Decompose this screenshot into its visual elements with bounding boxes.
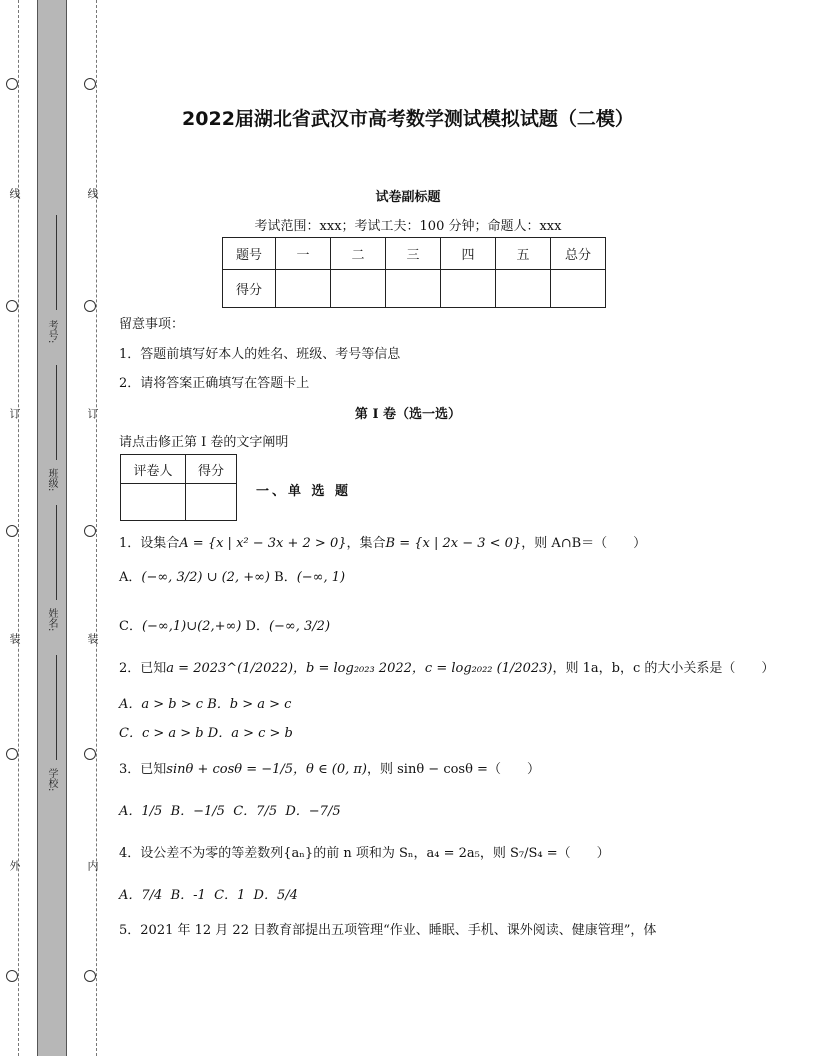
inner-char-ding: 订 [86,408,99,419]
score-header-cell: 五 [496,238,551,270]
q2-c: ，c = log₂₀₂₂ (1/2023) [411,661,553,676]
q3-prefix: 3．已知 [119,762,167,777]
question-2 [119,657,774,676]
q4-options [119,884,298,903]
q3-option-c[interactable]: C．7/5 [233,804,278,819]
score-cell[interactable] [276,270,331,308]
q4-option-b[interactable]: B．-1 [170,888,206,903]
q1-option-b[interactable]: (−∞, 1) [296,570,346,585]
q1-set-a: A = {x | x² − 3x + 2 > 0} [179,536,347,551]
label-class: 班级: [46,468,57,492]
score-table [222,237,606,308]
q2-options-ab [119,693,291,712]
outer-char-wai: 外 [8,860,21,871]
q2-ask: ，则 1a，b，c 的大小关系是（ ） [552,661,775,676]
q2-b: ，b = log₂₀₂₃ 2022 [293,661,412,676]
inner-char-nei: 内 [86,860,99,871]
grader-header-cell: 评卷人 [121,455,186,484]
exam-subtitle: 试卷副标题 [375,190,441,205]
q3-ask: ，则 sinθ − cosθ =（ ） [367,762,540,777]
grader-cell[interactable] [186,484,237,521]
q3-option-b[interactable]: B．−1/5 [170,804,225,819]
q1-option-a-label: A． [119,570,142,585]
score-cell[interactable] [551,270,606,308]
question-4: 4．设公差不为零的等差数列{aₙ}的前 n 项和为 Sₙ，a₄ = 2a₅，则 S₇/S₄ =（ ） [119,846,610,861]
exam-title: 2022届湖北省武汉市高考数学测试模拟试题（二模） [182,108,634,130]
q1-option-c-label: C． [119,619,142,634]
q2-option-c[interactable]: C．c > a > b [119,726,204,741]
q4-option-a[interactable]: A．7/4 [119,888,163,903]
q3-range: ，θ ∈ (0, π) [293,762,367,777]
question-5: 5．2021 年 12 月 22 日教育部提出五项管理“作业、睡眠、手机、课外阅读、健康管理”，体 [119,923,657,938]
part1-instruction: 请点击修正第 I 卷的文字阐明 [119,435,289,450]
q4-option-d[interactable]: D．5/4 [253,888,298,903]
exam-meta: 考试范围：xxx；考试工夫：100 分钟；命题人：xxx [254,219,562,234]
grader-table [120,454,237,521]
score-header-cell: 一 [276,238,331,270]
q2-a: a = 2023^(1/2022) [166,661,294,676]
note-item: 1．答题前填写好本人的姓名、班级、考号等信息 [119,347,401,362]
q1-option-c[interactable]: (−∞,1)∪(2,+∞) [141,619,242,634]
score-header-cell: 四 [441,238,496,270]
binding-hole [84,748,96,760]
label-name: 姓名: [46,608,57,632]
q1-options-cd [119,615,330,634]
score-cell[interactable] [386,270,441,308]
inner-char-zhuang: 装 [86,633,99,644]
outer-char-ding: 订 [8,408,21,419]
q1-set-b: B = {x | 2x − 3 < 0} [385,536,522,551]
q3-given: sinθ + cosθ = −1/5 [166,762,294,777]
binding-hole [6,300,18,312]
binding-hole [84,78,96,90]
q1-ask: ，则 A∩B＝（ ） [521,536,647,551]
binding-hole [6,525,18,537]
q1-option-a[interactable]: (−∞, 3/2) ∪ (2, +∞) [141,570,271,585]
outer-char-zhuang: 装 [8,633,21,644]
q1-option-d-label: D． [245,619,269,634]
q2-option-d[interactable]: D．a > c > b [207,726,293,741]
binding-dashed-line-outer [18,0,19,1056]
score-cell[interactable] [331,270,386,308]
question-3 [119,758,540,777]
score-header-cell: 二 [331,238,386,270]
q2-option-b[interactable]: B．b > a > c [207,697,292,712]
note-item: 2．请将答案正确填写在答题卡上 [119,376,310,391]
binding-hole [6,78,18,90]
label-exam-number: 考号: [46,320,57,344]
q1-option-d[interactable]: (−∞, 3/2) [268,619,331,634]
q3-option-a[interactable]: A．1/5 [119,804,163,819]
binding-gray-band [37,0,67,1056]
inner-char-xian: 线 [86,188,99,199]
score-header-cell: 总分 [551,238,606,270]
q1-middle: ，集合 [346,536,386,551]
name-field[interactable] [56,505,57,600]
q1-option-b-label: B． [274,570,297,585]
binding-hole [84,525,96,537]
grader-header-cell: 得分 [186,455,237,484]
binding-dashed-line-inner [96,0,97,1056]
score-header-cell: 三 [386,238,441,270]
q2-option-a[interactable]: A．a > b > c [119,697,204,712]
outer-char-xian: 线 [8,188,21,199]
binding-hole [84,300,96,312]
q3-option-d[interactable]: D．−7/5 [285,804,341,819]
score-cell[interactable] [496,270,551,308]
question-1 [119,532,646,551]
q2-prefix: 2．已知 [119,661,167,676]
q1-options-ab [119,566,345,585]
binding-hole [84,970,96,982]
q2-options-cd [119,722,293,741]
q3-options [119,800,341,819]
score-row-label: 得分 [223,270,276,308]
score-cell[interactable] [441,270,496,308]
label-school: 学校: [46,768,57,792]
section-title: 一、单 选 题 [256,484,352,499]
grader-cell[interactable] [121,484,186,521]
part1-title: 第 I 卷（选一选） [354,407,462,422]
binding-hole [6,748,18,760]
score-header-cell: 题号 [223,238,276,270]
school-field[interactable] [56,655,57,760]
notes-heading: 留意事项： [119,317,185,332]
q4-option-c[interactable]: C．1 [214,888,246,903]
q1-prefix: 1．设集合 [119,536,180,551]
binding-hole [6,970,18,982]
